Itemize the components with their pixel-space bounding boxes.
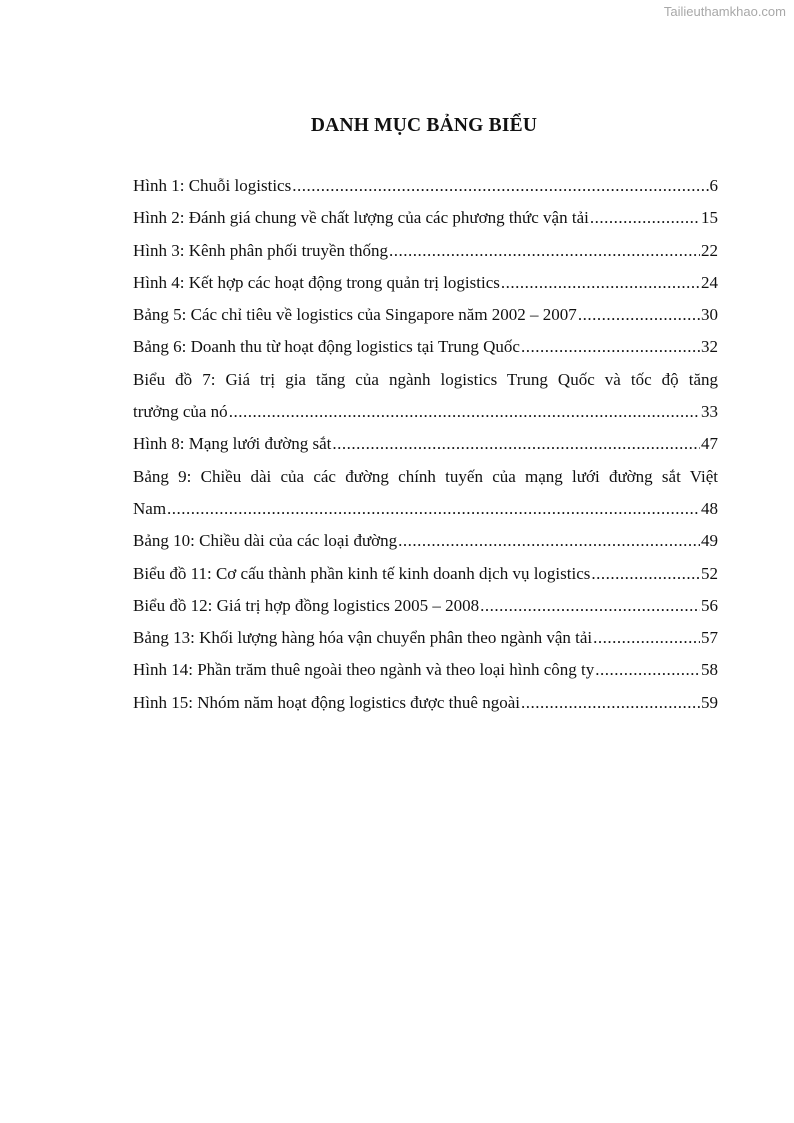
toc-entry[interactable] bbox=[133, 237, 718, 269]
toc-entry-page: 47 bbox=[701, 434, 718, 454]
toc-entry-page: 30 bbox=[701, 305, 718, 325]
toc-entry-title: Hình 14: Phần trăm thuê ngoài theo ngành và theo loại hình công ty bbox=[133, 660, 595, 680]
toc-entry-title: Hình 15: Nhóm năm hoạt động logistics được thuê ngoài bbox=[133, 692, 520, 712]
toc-entry[interactable] bbox=[133, 366, 718, 431]
toc-entry-title: trưởng của nó bbox=[133, 402, 228, 422]
dot-leader bbox=[292, 172, 708, 200]
toc-entry[interactable] bbox=[133, 204, 718, 236]
watermark: Tailieuthamkhao.com bbox=[663, 4, 786, 19]
toc-entry-title: Biểu đồ 12: Giá trị hợp đồng logistics 2005 – 2008 bbox=[133, 595, 480, 615]
toc-entry[interactable] bbox=[133, 172, 718, 204]
toc-entry-page: 22 bbox=[701, 240, 718, 260]
toc-entry[interactable] bbox=[133, 269, 718, 301]
toc-entry[interactable] bbox=[133, 624, 718, 656]
toc-entry-page: 48 bbox=[701, 498, 718, 518]
toc-entry-page: 32 bbox=[701, 337, 718, 357]
dot-leader bbox=[167, 495, 700, 523]
table-of-figures bbox=[133, 172, 718, 721]
dot-leader bbox=[590, 204, 700, 232]
toc-entry-page: 6 bbox=[709, 176, 718, 195]
toc-entry[interactable] bbox=[133, 689, 718, 721]
toc-entry-page: 15 bbox=[701, 208, 718, 228]
dot-leader bbox=[501, 269, 700, 297]
dot-leader bbox=[398, 527, 700, 555]
dot-leader bbox=[389, 237, 700, 265]
toc-entry-title: Bảng 13: Khối lượng hàng hóa vận chuyển phân theo ngành vận tải bbox=[133, 628, 593, 648]
toc-entry-page: 49 bbox=[701, 531, 718, 551]
toc-entry-title: Nam bbox=[133, 498, 167, 518]
toc-entry[interactable] bbox=[133, 592, 718, 624]
toc-entry[interactable] bbox=[133, 430, 718, 462]
dot-leader bbox=[578, 301, 700, 329]
dot-leader bbox=[229, 398, 700, 426]
dot-leader bbox=[521, 333, 700, 361]
toc-entry-page: 24 bbox=[701, 272, 718, 292]
toc-entry-title: Bảng 6: Doanh thu từ hoạt động logistics tại Trung Quốc bbox=[133, 337, 520, 357]
toc-entry-page: 33 bbox=[701, 402, 718, 422]
toc-entry-title: Bảng 10: Chiều dài của các loại đường bbox=[133, 531, 398, 551]
dot-leader bbox=[521, 689, 700, 717]
dot-leader bbox=[591, 560, 700, 588]
toc-entry-title: Hình 4: Kết hợp các hoạt động trong quản trị logistics bbox=[133, 272, 500, 292]
toc-entry[interactable] bbox=[133, 560, 718, 592]
toc-entry-page: 58 bbox=[701, 660, 718, 680]
toc-entry[interactable] bbox=[133, 463, 718, 528]
dot-leader bbox=[595, 656, 700, 684]
toc-entry[interactable] bbox=[133, 656, 718, 688]
toc-entry[interactable] bbox=[133, 527, 718, 559]
toc-entry[interactable] bbox=[133, 301, 718, 333]
dot-leader bbox=[480, 592, 700, 620]
page-title: DANH MỤC BẢNG BIỂU bbox=[310, 115, 538, 136]
toc-entry[interactable] bbox=[133, 333, 718, 365]
toc-entry-title: Hình 3: Kênh phân phối truyền thống bbox=[133, 240, 388, 260]
toc-entry-page: 57 bbox=[701, 628, 718, 648]
toc-entry-page: 52 bbox=[701, 563, 718, 583]
toc-entry-title: Hình 2: Đánh giá chung về chất lượng của các phương thức vận tải bbox=[133, 208, 589, 228]
dot-leader bbox=[332, 430, 700, 458]
toc-entry-title: Hình 1: Chuỗi logistics bbox=[133, 176, 292, 195]
toc-entry-title: Biểu đồ 7: Giá trị gia tăng của ngành logistics Trung Quốc và tốc độ tăng bbox=[133, 369, 718, 389]
dot-leader bbox=[593, 624, 700, 652]
toc-entry-page: 56 bbox=[701, 595, 718, 615]
toc-entry-title: Bảng 9: Chiều dài của các đường chính tuyến của mạng lưới đường sắt Việt bbox=[133, 466, 718, 486]
toc-entry-page: 59 bbox=[701, 692, 718, 712]
toc-entry-title: Bảng 5: Các chỉ tiêu về logistics của Singapore năm 2002 – 2007 bbox=[133, 305, 577, 325]
toc-entry-title: Biểu đồ 11: Cơ cấu thành phần kinh tế kinh doanh dịch vụ logistics bbox=[133, 563, 591, 583]
toc-entry-title: Hình 8: Mạng lưới đường sắt bbox=[133, 434, 332, 454]
